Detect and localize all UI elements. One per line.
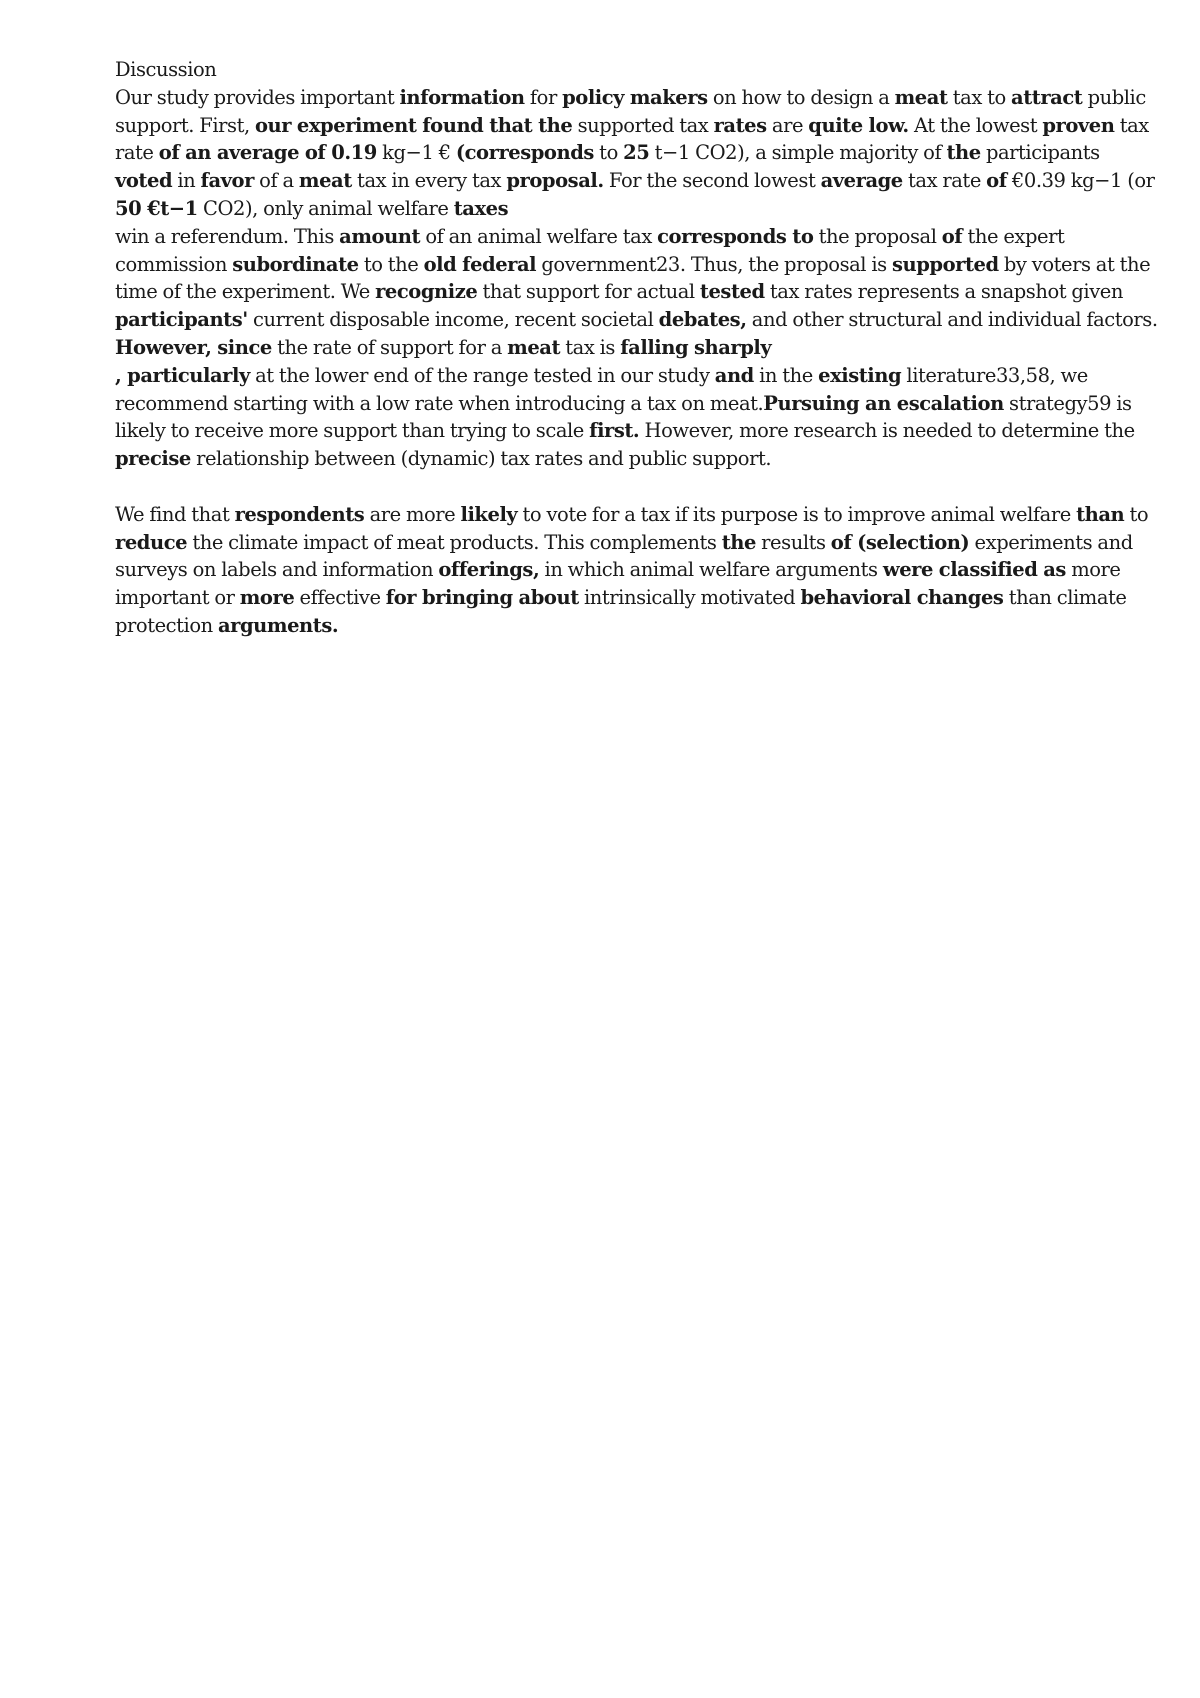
bold-text: attract bbox=[1011, 85, 1083, 109]
text-run: tax in every tax bbox=[351, 169, 507, 193]
bold-text: corresponds to bbox=[657, 224, 814, 248]
paragraph bbox=[115, 84, 1160, 473]
bold-text: 50 €t−1 bbox=[115, 196, 198, 220]
text-run: intrinsically motivated bbox=[578, 586, 801, 610]
text-run: more important or bbox=[115, 558, 1121, 610]
text-run: experiments and surveys on labels and information bbox=[115, 530, 1133, 582]
text-run: in the bbox=[753, 363, 819, 387]
text-run: of an animal welfare tax bbox=[420, 224, 658, 248]
bold-text: rates bbox=[713, 113, 767, 137]
text-run: We find that bbox=[115, 502, 235, 526]
bold-text: existing bbox=[818, 363, 902, 387]
bold-text: arguments. bbox=[217, 613, 339, 637]
bold-text: respondents bbox=[234, 502, 365, 526]
text-run: tax rates represents a snapshot given bbox=[764, 280, 1123, 304]
text-run: win a referendum. This bbox=[115, 224, 340, 248]
text-run: For the second lowest bbox=[603, 169, 821, 193]
text-run: the rate of support for a bbox=[271, 335, 508, 359]
bold-text: policy makers bbox=[562, 85, 708, 109]
bold-text: recognize bbox=[375, 280, 478, 304]
bold-text: proven bbox=[1042, 113, 1115, 137]
text-run: in which animal welfare arguments bbox=[539, 558, 883, 582]
text-run: tax to bbox=[947, 85, 1012, 109]
text-run: the proposal bbox=[813, 224, 942, 248]
bold-text: (corresponds bbox=[455, 141, 594, 165]
bold-text: first. bbox=[589, 419, 640, 443]
text-run: Our study provides important bbox=[115, 85, 400, 109]
text-run: that support for actual bbox=[477, 280, 700, 304]
text-run: €0.39 kg−1 (or bbox=[1006, 169, 1155, 193]
text-run: the expert commission bbox=[115, 224, 1065, 276]
bold-text: more bbox=[239, 586, 295, 610]
bold-text: supported bbox=[891, 252, 999, 276]
text-run: by voters at the time of the experiment. We bbox=[115, 252, 1151, 304]
bold-text: likely bbox=[460, 502, 518, 526]
bold-text: for bringing about bbox=[385, 586, 579, 610]
text-run: tax rate bbox=[115, 113, 1149, 165]
text-run: literature33,58, we recommend starting with a low rate when introducing a tax on meat. bbox=[115, 363, 1088, 415]
text-run: public support. First, bbox=[115, 85, 1146, 137]
text-run: on how to design a bbox=[707, 85, 895, 109]
text-run: the climate impact of meat products. This complements bbox=[187, 530, 722, 554]
bold-text: proposal. bbox=[506, 169, 604, 193]
bold-text: Pursuing an escalation bbox=[763, 391, 1004, 415]
bold-text: offerings, bbox=[438, 558, 540, 582]
bold-text: information bbox=[399, 85, 525, 109]
text-run: to bbox=[1124, 502, 1149, 526]
bold-text: of bbox=[986, 169, 1007, 193]
text-run: are more bbox=[364, 502, 461, 526]
bold-text: voted bbox=[115, 169, 173, 193]
bold-text: debates, bbox=[658, 308, 747, 332]
text-run: to vote for a tax if its purpose is to improve animal welfare bbox=[517, 502, 1077, 526]
text-run: current disposable income, recent societal bbox=[247, 308, 659, 332]
bold-text: of bbox=[941, 224, 963, 248]
section-heading: Discussion bbox=[115, 58, 217, 81]
text-run: strategy59 is likely to receive more support than trying to scale bbox=[115, 391, 1132, 443]
bold-text: behavioral changes bbox=[800, 586, 1004, 610]
bold-text: of (selection) bbox=[830, 530, 970, 554]
bold-text: than bbox=[1076, 502, 1125, 526]
body-text bbox=[115, 84, 1160, 640]
text-run: government23. Thus, the proposal is bbox=[536, 252, 892, 276]
bold-text: reduce bbox=[115, 530, 188, 554]
bold-text: , particularly bbox=[115, 363, 250, 387]
text-run: for bbox=[524, 85, 563, 109]
text-run: tax rate bbox=[902, 169, 987, 193]
text-run: kg−1 € bbox=[376, 141, 456, 165]
bold-text: average bbox=[820, 169, 903, 193]
paragraph bbox=[115, 501, 1160, 640]
bold-text: the bbox=[946, 141, 981, 165]
text-run: of a bbox=[253, 169, 299, 193]
bold-text: the bbox=[721, 530, 756, 554]
text-run: in bbox=[172, 169, 201, 193]
bold-text: participants' bbox=[115, 308, 248, 332]
bold-text: our experiment found that the bbox=[254, 113, 573, 137]
bold-text: 25 bbox=[623, 141, 650, 165]
bold-text: old federal bbox=[423, 252, 537, 276]
document-page bbox=[115, 56, 1160, 640]
bold-text: However, since bbox=[115, 335, 272, 359]
text-run: are bbox=[766, 113, 809, 137]
text-run: to the bbox=[358, 252, 424, 276]
bold-text: favor bbox=[200, 169, 254, 193]
bold-text: tested bbox=[699, 280, 765, 304]
bold-text: meat bbox=[507, 335, 561, 359]
text-run: at the lower end of the range tested in our study bbox=[249, 363, 715, 387]
text-run: relationship between (dynamic) tax rates and public support. bbox=[190, 447, 772, 471]
text-run: CO2), only animal welfare bbox=[197, 196, 454, 220]
bold-text: meat bbox=[894, 85, 948, 109]
text-run: results bbox=[755, 530, 831, 554]
text-run: However, more research is needed to determine the bbox=[639, 419, 1135, 443]
text-run: to bbox=[593, 141, 624, 165]
text-run: tax is bbox=[560, 335, 621, 359]
bold-text: falling sharply bbox=[620, 335, 772, 359]
text-run: t−1 CO2), a simple majority of bbox=[649, 141, 947, 165]
text-run: At the lowest bbox=[908, 113, 1043, 137]
text-run: and other structural and individual factors. bbox=[746, 308, 1158, 332]
bold-text: meat bbox=[298, 169, 352, 193]
bold-text: of an average of 0.19 bbox=[158, 141, 377, 165]
text-run: supported tax bbox=[572, 113, 714, 137]
text-run: effective bbox=[294, 586, 386, 610]
bold-text: amount bbox=[339, 224, 421, 248]
bold-text: taxes bbox=[453, 196, 509, 220]
text-run: than climate protection bbox=[115, 586, 1127, 637]
bold-text: subordinate bbox=[232, 252, 359, 276]
bold-text: quite low. bbox=[808, 113, 909, 137]
text-run: participants bbox=[980, 141, 1100, 165]
bold-text: and bbox=[714, 363, 754, 387]
bold-text: precise bbox=[115, 447, 191, 471]
bold-text: were classified as bbox=[882, 558, 1066, 582]
